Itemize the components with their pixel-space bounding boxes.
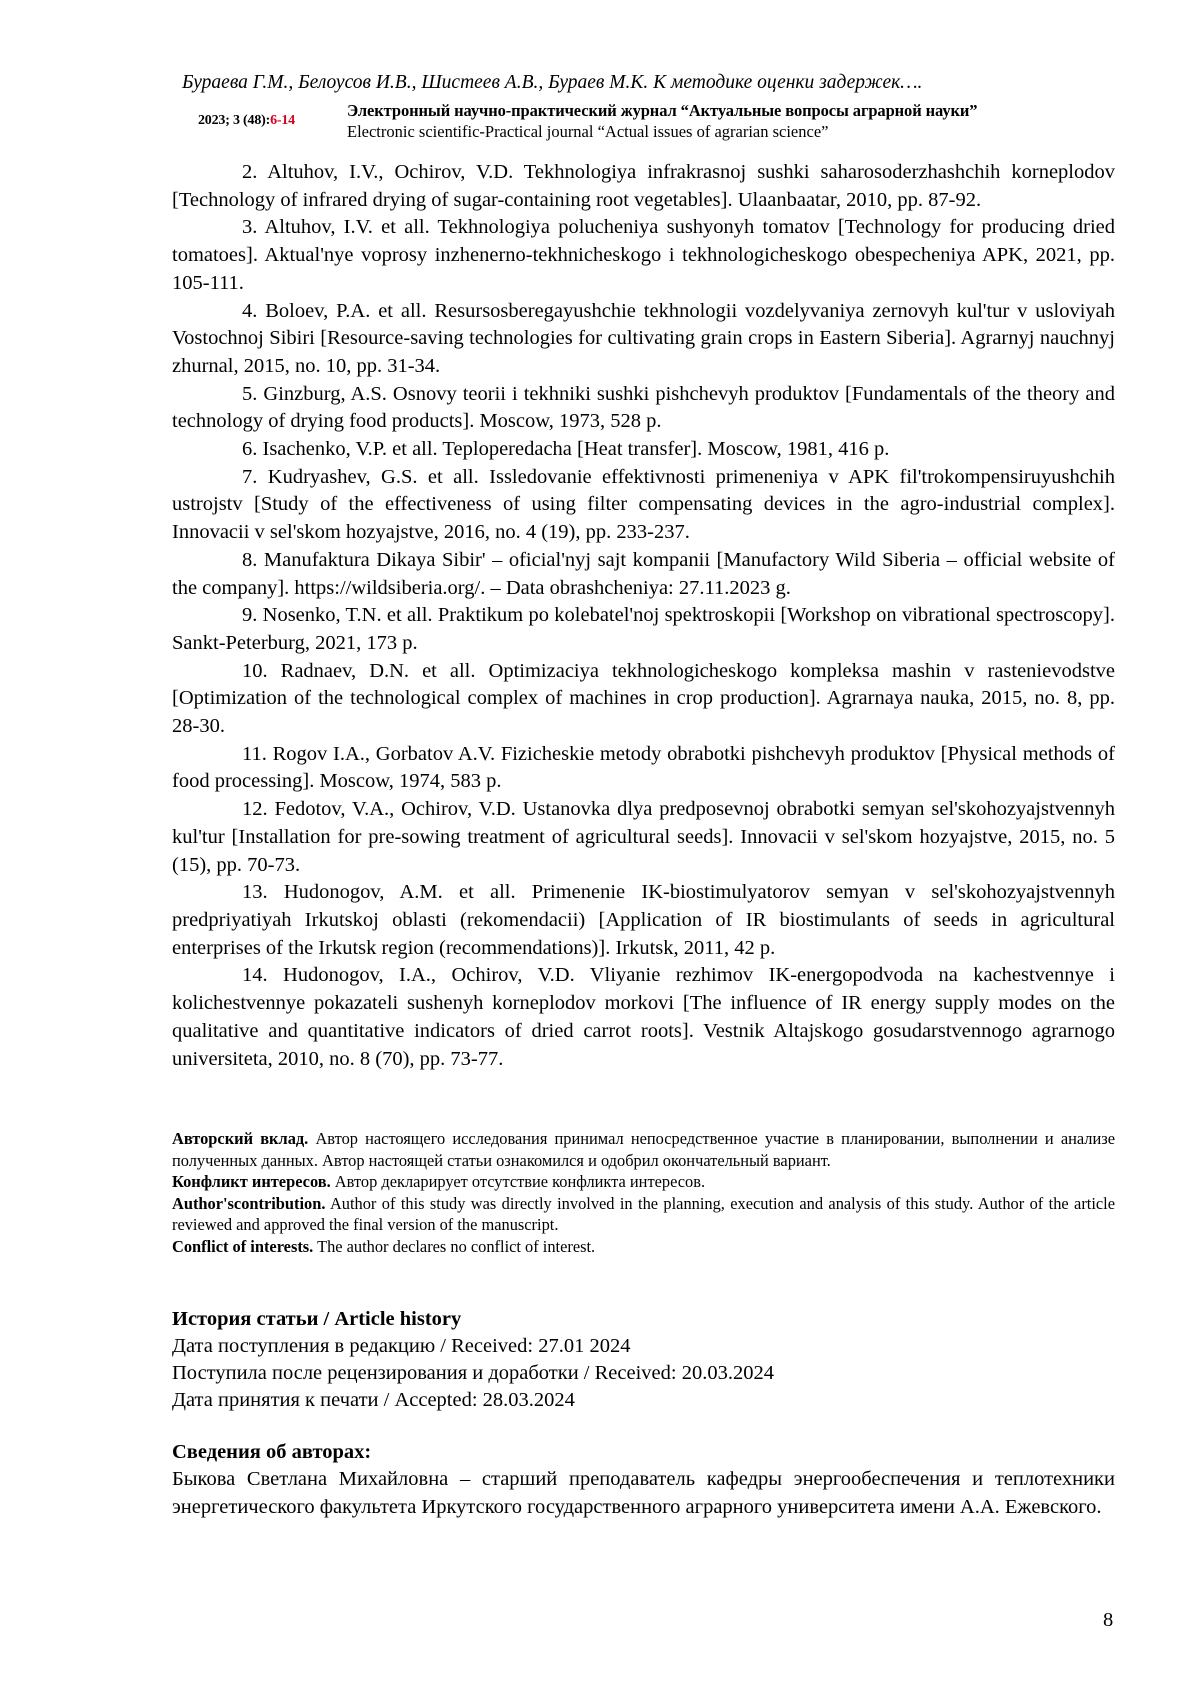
conflict-ru-label: Конфликт интересов. bbox=[172, 1172, 331, 1191]
page-number: 8 bbox=[1103, 1609, 1113, 1632]
conflict-en-label: Conflict of interests. bbox=[172, 1237, 313, 1256]
reference-item: 4. Boloev, P.A. et all. Resursosberegayushchie tekhnologii vozdelyvaniya zernovyh kul'tur v usloviyah Vostochnoj Sibiri [Resource-saving technologies for cultivating grain crops in Eastern Siberia]. Agrarnyj nauchnyj zhurnal, 2015, no. 10, pp. 31-34. bbox=[172, 298, 1115, 381]
reference-item: 11. Rogov I.A., Gorbatov A.V. Fizicheskie metody obrabotki pishchevyh produktov [Physical methods of food processing]. Moscow, 1974, 583 p. bbox=[172, 741, 1115, 796]
reference-item: 14. Hudonogov, I.A., Ochirov, V.D. Vliyanie rezhimov IK-energopodvoda na kachestvennye i kolichestvennye pokazateli sushenyh korneplodov morkovi [The influence of IR energy supply modes on the qualitative and quantitative indicators of dried carrot roots]. Vestnik Altajskogo gosudarstvennogo agrarnogo universiteta, 2010, no. 8 (70), pp. 73-77. bbox=[172, 962, 1115, 1073]
authors-info bbox=[172, 1439, 1115, 1521]
reference-item: 10. Radnaev, D.N. et all. Optimizaciya tekhnologicheskogo kompleksa mashin v rastenievodstve [Optimization of the technological complex of machines in crop production]. Agrarnaya nauka, 2015, no. 8, pp. 28-30. bbox=[172, 658, 1115, 741]
contribution-en-text: Author of this study was directly involved in the planning, execution and analysis of this study. Author of the article reviewed and approved the final version of the manuscript. bbox=[172, 1194, 1115, 1235]
reference-item: 3. Altuhov, I.V. et all. Tekhnologiya polucheniya sushyonyh tomatov [Technology for producing dried tomatoes]. Aktual'nye voprosy inzhenerno-tekhnicheskogo i tekhnologicheskogo obespecheniya APK, 2021, pp. 105-111. bbox=[172, 214, 1115, 297]
journal-title-ru: Электронный научно-практический журнал “Актуальные вопросы аграрной науки” bbox=[347, 101, 977, 121]
issue-pages: 6-14 bbox=[270, 113, 295, 128]
issue-number: 2023; 3 (48): bbox=[198, 113, 270, 128]
article-history-title: История статьи / Article history bbox=[172, 1306, 1115, 1333]
reference-item: 13. Hudonogov, A.M. et all. Primenenie IK-biostimulyatorov semyan v sel'skohozyajstvennyh predpriyatiyah Irkutskoj oblasti (rekomendacii) [Application of IR biostimulants of seeds in agricultural enterprises of the Irkutsk region (recommendations)]. Irkutsk, 2011, 42 p. bbox=[172, 879, 1115, 962]
journal-title-en: Electronic scientific-Practical journal “Actual issues of agrarian science” bbox=[347, 122, 828, 142]
running-header-authors: Бураева Г.М., Белоусов И.В., Шистеев А.В., Бураев М.К. К методике оценки задержек…. bbox=[182, 72, 922, 94]
authors-info-title: Сведения об авторах: bbox=[172, 1439, 1115, 1466]
contribution-en bbox=[172, 1193, 1115, 1236]
reference-item: 5. Ginzburg, A.S. Osnovy teorii i tekhniki sushki pishchevyh produktov [Fundamentals of the theory and technology of drying food products]. Moscow, 1973, 528 p. bbox=[172, 381, 1115, 436]
contribution-en-label: Author'scontribution. bbox=[172, 1194, 325, 1213]
contribution-ru bbox=[172, 1128, 1115, 1171]
contribution-ru-text: Автор настоящего исследования принимал непосредственное участие в планировании, выполнении и анализе полученных данных. Автор настоящей статьи ознакомился и одобрил окончательный вариант. bbox=[172, 1129, 1115, 1170]
reference-item: 6. Isachenko, V.P. et all. Teploperedacha [Heat transfer]. Moscow, 1981, 416 p. bbox=[172, 436, 1115, 464]
history-accepted: Дата принятия к печати / Accepted: 28.03.2024 bbox=[172, 1387, 1115, 1414]
contribution-ru-label: Авторский вклад. bbox=[172, 1129, 308, 1148]
conflict-en bbox=[172, 1236, 1115, 1258]
reference-item: 8. Manufaktura Dikaya Sibir' – oficial'nyj sajt kompanii [Manufactory Wild Siberia – official website of the company]. https://wildsiberia.org/. – Data obrashcheniya: 27.11.2023 g. bbox=[172, 547, 1115, 602]
article-history bbox=[172, 1306, 1115, 1414]
issue-info bbox=[198, 113, 295, 129]
reference-item: 7. Kudryashev, G.S. et all. Issledovanie effektivnosti primeneniya v APK fil'trokompensiruyushchih ustrojstv [Study of the effectiveness of using filter compensating devices in the agro-industrial complex]. Innovacii v sel'skom hozyajstve, 2016, no. 4 (19), pp. 233-237. bbox=[172, 464, 1115, 547]
history-received: Дата поступления в редакцию / Received: 27.01 2024 bbox=[172, 1333, 1115, 1360]
conflict-en-text: The author declares no conflict of interest. bbox=[313, 1237, 595, 1256]
conflict-ru bbox=[172, 1171, 1115, 1193]
authors-info-body: Быкова Светлана Михайловна – старший преподаватель кафедры энергообеспечения и теплотехники энергетического факультета Иркутского государственного аграрного университета имени А.А. Ежевского. bbox=[172, 1466, 1115, 1521]
history-revised: Поступила после рецензирования и доработки / Received: 20.03.2024 bbox=[172, 1360, 1115, 1387]
author-notes bbox=[172, 1128, 1115, 1257]
reference-item: 12. Fedotov, V.A., Ochirov, V.D. Ustanovka dlya predposevnoj obrabotki semyan sel'skohozyajstvennyh kul'tur [Installation for pre-sowing treatment of agricultural seeds]. Innovacii v sel'skom hozyajstve, 2015, no. 5 (15), pp. 70-73. bbox=[172, 796, 1115, 879]
reference-item: 2. Altuhov, I.V., Ochirov, V.D. Tekhnologiya infrakrasnoj sushki saharosoderzhashchih korneplodov [Technology of infrared drying of sugar-containing root vegetables]. Ulaanbaatar, 2010, pp. 87-92. bbox=[172, 159, 1115, 214]
reference-item: 9. Nosenko, T.N. et all. Praktikum po kolebatel'noj spektroskopii [Workshop on vibrational spectroscopy]. Sankt-Peterburg, 2021, 173 p. bbox=[172, 602, 1115, 657]
references-list bbox=[172, 159, 1115, 1073]
conflict-ru-text: Автор декларирует отсутствие конфликта интересов. bbox=[331, 1172, 705, 1191]
